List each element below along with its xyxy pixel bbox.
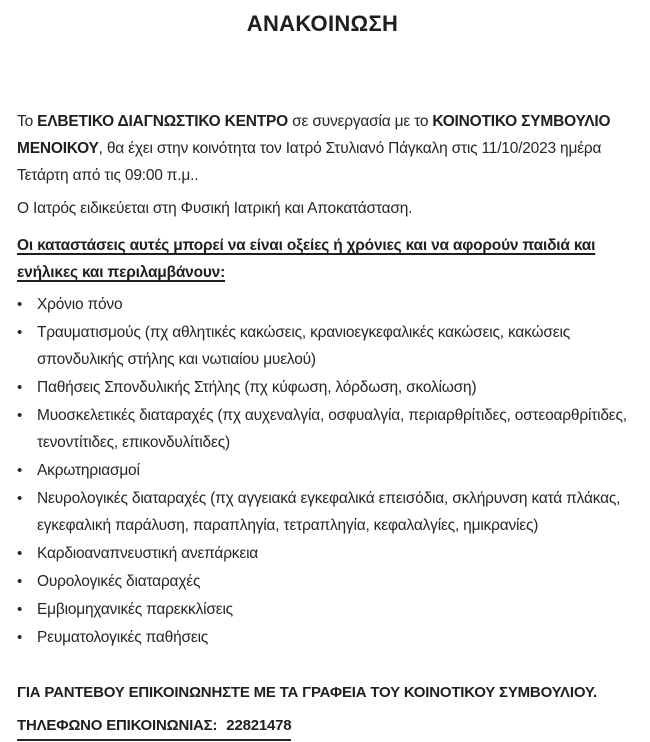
list-item <box>17 374 628 401</box>
list-item-text: Εμβιομηχανικές παρεκκλίσεις <box>37 601 233 618</box>
clinic-name: ΕΛΒΕΤΙΚΟ ΔΙΑΓΝΩΣΤΙΚΟ ΚΕΝΤΡΟ <box>37 113 289 130</box>
list-item-text: Νευρολογικές διαταραχές (πχ αγγειακά εγκεφαλικά επεισόδια, σκλήρυνση κατά πλάκας, εγκεφαλική παράλυση, παραπληγία, τετραπληγία, κεφαλαλγίες, ημικρανίες) <box>37 490 621 534</box>
list-item-text: Τραυματισμούς (πχ αθλητικές κακώσεις, κρανιοεγκεφαλικές κακώσεις, κακώσεις σπονδυλικής στήλης και νωτιαίου μυελού) <box>37 324 570 368</box>
list-item-text: Ρευματολογικές παθήσεις <box>37 629 209 646</box>
bullet-icon: • <box>17 462 23 479</box>
phone-number: 22821478 <box>226 717 292 734</box>
bullet-icon: • <box>17 545 23 562</box>
list-item-text: Παθήσεις Σπονδυλικής Στήλης (πχ κύφωση, λόρδωση, σκολίωση) <box>37 379 477 396</box>
list-item <box>17 291 628 318</box>
list-item <box>17 402 628 456</box>
bullet-icon: • <box>17 379 23 396</box>
list-item-text: Ακρωτηριασμοί <box>37 462 140 479</box>
intro-text-1: Το <box>17 113 38 130</box>
list-item-text: Μυοσκελετικές διαταραχές (πχ αυχεναλγία, οσφυαλγία, περιαρθρίτιδες, οστεοαρθρίτιδες, τενοντίτιδες, επικονδυλίτιδες) <box>37 407 627 451</box>
bullet-icon: • <box>17 629 23 646</box>
bullet-icon: • <box>17 296 23 313</box>
document-title: ΑΝΑΚΟΙΝΩΣΗ <box>246 11 399 36</box>
bullet-icon: • <box>17 324 23 341</box>
phone-label: ΤΗΛΕΦΩΝΟ ΕΠΙΚΟΙΝΩΝΙΑΣ: <box>17 717 218 734</box>
list-item <box>17 485 628 539</box>
council-name: ΚΟΙΝΟΤΙΚΟ ΣΥΜΒΟΥΛΙΟ ΜΕΝΟΙΚΟΥ <box>17 113 611 157</box>
specialty-line: Ο Ιατρός ειδικεύεται στη Φυσική Ιατρική και Αποκατάσταση. <box>17 200 413 217</box>
list-item <box>17 624 628 651</box>
phone-underline-wrap <box>17 714 291 741</box>
appointment-line: ΓΙΑ ΡΑΝΤΕΒΟΥ ΕΠΙΚΟΙΝΩΝΗΣΤΕ ΜΕ ΤΑ ΓΡΑΦΕΙΑ ΤΟΥ ΚΟΙΝΟΤΙΚΟΥ ΣΥΜΒΟΥΛΙΟΥ. <box>17 684 598 701</box>
list-item <box>17 457 628 484</box>
phone-line <box>17 712 628 741</box>
list-item <box>17 568 628 595</box>
list-item-text: Καρδιοαναπνευστική ανεπάρκεια <box>37 545 259 562</box>
list-item-text: Ουρολογικές διαταραχές <box>37 573 201 590</box>
list-item <box>17 319 628 373</box>
conditions-list <box>17 291 628 651</box>
intro-text-2: σε συνεργασία με το <box>288 113 433 130</box>
conditions-heading: Οι καταστάσεις αυτές μπορεί να είναι οξείες ή χρόνιες και να αφορούν παιδιά και ενήλικες και περιλαμβάνουν: <box>17 237 596 281</box>
intro-text-3: , θα έχει στην κοινότητα τον Ιατρό Στυλιανό Πάγκαλη στις 11/10/2023 ημέρα Τετάρτη από τις 09:00 π.μ.. <box>17 140 602 184</box>
bullet-icon: • <box>17 490 23 507</box>
intro-paragraph <box>17 108 628 189</box>
bullet-icon: • <box>17 573 23 590</box>
list-item <box>17 540 628 567</box>
bullet-icon: • <box>17 601 23 618</box>
bullet-icon: • <box>17 407 23 424</box>
list-item-text: Χρόνιο πόνο <box>37 296 123 313</box>
list-item <box>17 596 628 623</box>
